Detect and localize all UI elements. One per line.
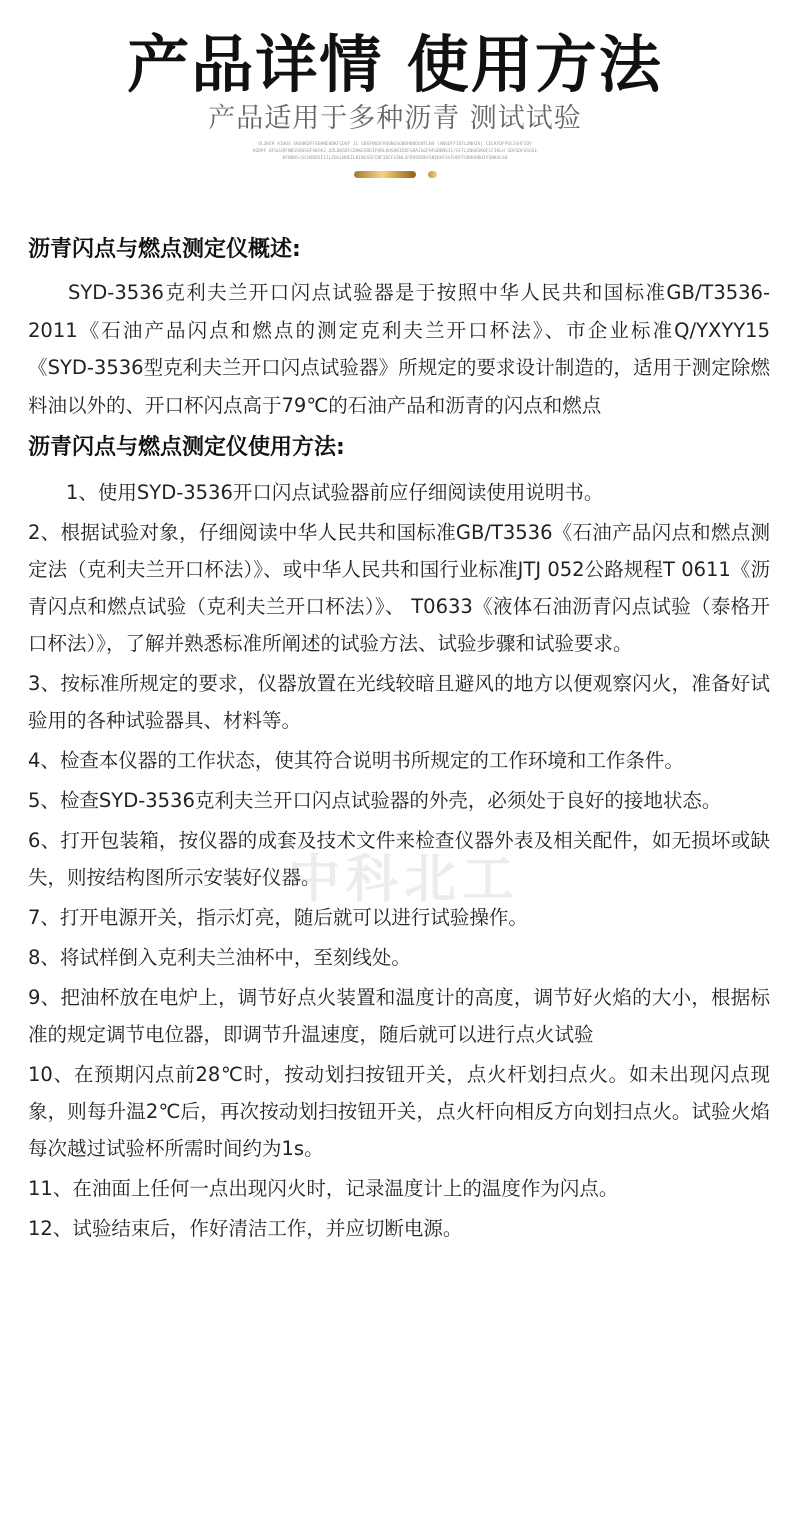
- usage-step: 5、检查SYD-3536克利夫兰开口闪点试验器的外壳，必须处于良好的接地状态。: [28, 789, 722, 812]
- usage-step: 11、在油面上任何一点出现闪火时，记录温度计上的温度作为闪点。: [28, 1177, 619, 1200]
- usage-step: 9、把油杯放在电炉上，调节好点火装置和温度计的高度，调节好火焰的大小，根据标准的规定调节电位器，即调节升温速度，随后就可以进行点火试验: [28, 986, 770, 1046]
- content-body: [28, 226, 770, 1250]
- decorative-text-line: OLIKER AIUOS EKGOKDFFSGHNEHDKFIDOF JL GDSFNGDFHSUNGSGBGHNXDUOFLNS (ANSDFFIDFLONHIK) CELKFDFPSEJGHFIQY: [258, 142, 532, 147]
- page-subtitle: 产品适用于多种沥青 测试试验: [208, 103, 582, 134]
- usage-step: 6、打开包装箱，按仪器的成套及技术文件来检查仪器外表及相关配件，如无损坏或缺失，则按结构图所示安装好仪器。: [28, 829, 770, 889]
- decorative-text-block: [210, 141, 580, 162]
- overview-paragraph: SYD-3536克利夫兰开口闪点试验器是于按照中华人民共和国标准GB/T3536-2011《石油产品闪点和燃点的测定克利夫兰开口杯法》、市企业标准Q/YXYY15《SYD-3536型克利夫兰开口闪点试验器》所规定的要求设计制造的，适用于测定除燃料油以外的、开口杯闪点高于79℃的石油产品和沥青的闪点和燃点: [28, 281, 770, 417]
- gold-divider-bar: [354, 171, 416, 178]
- usage-step: 3、按标准所规定的要求，仪器放置在光线较暗且避风的地方以便观察闪火，准备好试验用的各种试验器具、材料等。: [28, 672, 770, 732]
- decorative-text-line: KFNDKS(SCHSDDSFIJLFDGLNHEILKINGSSFCNFIDCFGSNLSFDVERUKYSNIKAFSGFHDFFGDHHHDHIYSNKALSO: [282, 156, 508, 161]
- usage-step: 4、检查本仪器的工作状态，使其符合说明书所规定的工作环境和工作条件。: [28, 749, 684, 772]
- usage-step: 10、在预期闪点前28℃时，按动划扫按钮开关，点火杆划扫点火。如未出现闪点现象，则每升温2℃后，再次按动划扫按钮开关，点火杆向相反方向划扫点火。试验火焰每次越过试验杯所需时间约为1s。: [28, 1063, 770, 1160]
- gold-divider-dot: [428, 171, 437, 178]
- usage-step: 1、使用SYD-3536开口闪点试验器前应仔细阅读使用说明书。: [66, 481, 604, 504]
- usage-step: 12、试验结束后，作好清洁工作，并应切断电源。: [28, 1217, 463, 1240]
- usage-heading: 沥青闪点与燃点测定仪使用方法:: [28, 435, 345, 460]
- page-title: 产品详情 使用方法: [127, 28, 663, 101]
- usage-step: 8、将试样倒入克利夫兰油杯中，至刻线处。: [28, 946, 411, 969]
- decorative-text-line: KGDPF DFGUJRFNDSSHUSGFSKFKJ OZLDKSDFCDOKEGRDIFHDLOHSOKIEDFGRAJGGFHFGDDNSIC/GFFLINGKSKOFLFIKLH SDFGDFGSGSL: [252, 149, 538, 154]
- watermark: 中科北工: [288, 850, 521, 910]
- overview-heading: 沥青闪点与燃点测定仪概述:: [28, 237, 301, 262]
- usage-step: 7、打开电源开关，指示灯亮，随后就可以进行试验操作。: [28, 906, 528, 929]
- usage-step: 2、根据试验对象，仔细阅读中华人民共和国标准GB/T3536《石油产品闪点和燃点测定法（克利夫兰开口杯法）》、或中华人民共和国行业标准JTJ 052公路规程T 0611《沥青闪点和燃点试验（克利夫兰开口杯法）》、 T0633《液体石油沥青闪点试验（泰格开口杯法）》，了解并熟悉标准所阐述的试验方法、试验步骤和试验要求。: [28, 521, 770, 655]
